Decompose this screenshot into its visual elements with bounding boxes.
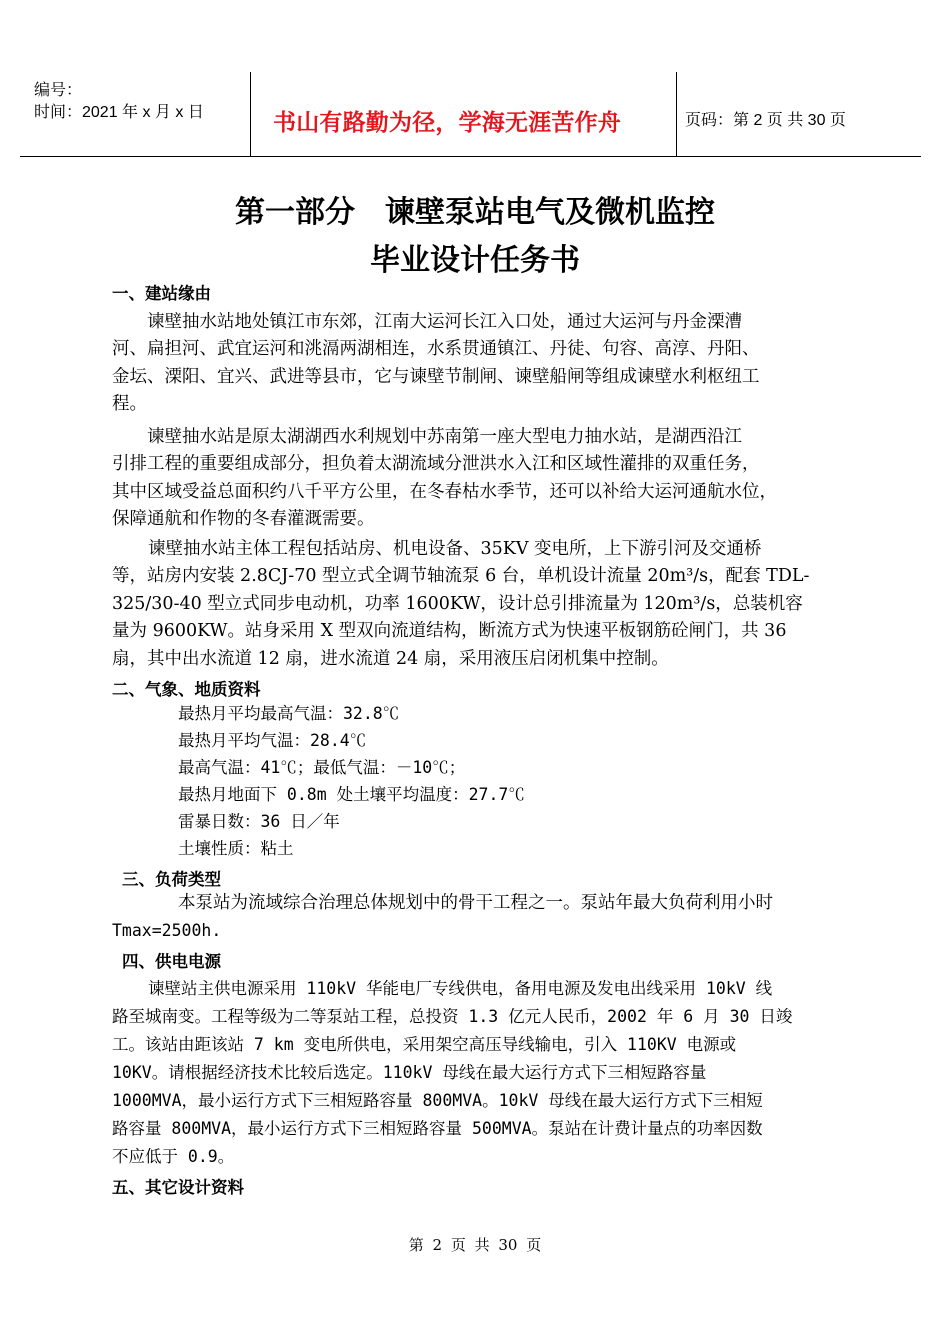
climate-item: 最热月地面下 0.8m 处土壤平均温度：27.7℃: [178, 785, 525, 804]
climate-item: 最高气温：41℃；最低气温：－10℃；: [178, 758, 466, 777]
paragraph-line: 量为 9600KW。站身采用 X 型双向流道结构，断流方式为快速平板钢筋砼闸门，共 36: [112, 621, 787, 641]
paragraph-line: 10KV。请根据经济技术比较后选定。110kV 母线在最大运行方式下三相短路容量: [112, 1063, 707, 1082]
section-heading: 五、其它设计资料: [112, 1178, 244, 1197]
time-label: 时间：2021 年 x 月 x 日: [34, 104, 204, 121]
header-page-cell: [677, 72, 921, 156]
section-heading: 一、建站缘由: [112, 284, 211, 303]
paragraph-line: 河、扁担河、武宜运河和洮滆两湖相连，水系贯通镇江、丹徒、句容、高淳、丹阳、: [112, 339, 760, 359]
paragraph-line: 其中区域受益总面积约八千平方公里，在冬春枯水季节，还可以补给大运河通航水位，: [112, 482, 777, 502]
paragraph-line: 1000MVA，最小运行方式下三相短路容量 800MVA。10kV 母线在最大运行方式下三相短: [112, 1091, 763, 1110]
section-heading: 二、气象、地质资料: [112, 680, 261, 699]
paragraph-line: 不应低于 0.9。: [112, 1147, 235, 1166]
paragraph-line: 325/30-40 型立式同步电动机，功率 1600KW，设计总引排流量为 120m³/s，总装机容: [112, 594, 803, 614]
paragraph-line: 等，站房内安装 2.8CJ-70 型立式全调节轴流泵 6 台，单机设计流量 20m³/s，配套 TDL-: [112, 566, 810, 586]
paragraph-line: 谏壁抽水站主体工程包括站房、机电设备、35KV 变电所，上下游引河及交通桥: [148, 539, 762, 559]
paragraph-line: 金坛、溧阳、宜兴、武进等县市，它与谏壁节制闸、谏壁船闸等组成谏壁水利枢纽工: [112, 367, 760, 387]
document-title-line2: 毕业设计任务书: [370, 243, 580, 278]
paragraph-line: 谏壁抽水站是原太湖湖西水利规划中苏南第一座大型电力抽水站，是湖西沿江: [112, 427, 742, 447]
paragraph-line: 路容量 800MVA，最小运行方式下三相短路容量 500MVA。泵站在计费计量点的功率因数: [112, 1119, 763, 1138]
paragraph-line: 扇，其中出水流道 12 扇，进水流道 24 扇，采用液压启闭机集中控制。: [112, 649, 669, 669]
climate-item: 雷暴日数：36 日／年: [178, 812, 340, 831]
section-heading: 四、供电电源: [122, 952, 221, 971]
header-motto-cell: [251, 72, 676, 156]
number-label: 编号：: [34, 82, 83, 99]
paragraph-line: 谏壁站主供电源采用 110kV 华能电厂专线供电，备用电源及发电出线采用 10kV 线: [148, 979, 773, 998]
header-page-info: 页码：第 2 页 共 30 页: [685, 112, 846, 129]
climate-item: 最热月平均最高气温：32.8℃: [178, 704, 400, 723]
climate-item: 土壤性质：粘土: [178, 839, 294, 858]
paragraph-line: 程。: [112, 394, 147, 414]
page-footer: 第 2 页 共 30 页: [408, 1236, 542, 1254]
header-meta: [20, 72, 250, 156]
section-heading: 三、负荷类型: [122, 870, 221, 889]
paragraph-line: 路至城南变。工程等级为二等泵站工程，总投资 1.3 亿元人民币，2002 年 6 月 30 日竣: [112, 1007, 793, 1026]
paragraph-line: 工。该站由距该站 7 km 变电所供电，采用架空高压导线输电，引入 110KV 电源或: [112, 1035, 737, 1054]
climate-item: 最热月平均气温：28.4℃: [178, 731, 367, 750]
document-title-line1: 第一部分 谏壁泵站电气及微机监控: [235, 195, 715, 230]
paragraph-line: 保障通航和作物的冬春灌溉需要。: [112, 509, 375, 529]
paragraph-line: 谏壁抽水站地处镇江市东郊，江南大运河长江入口处，通过大运河与丹金溧漕: [112, 312, 742, 332]
paragraph-line: Tmax=2500h.: [112, 921, 222, 940]
paragraph-line: 本泵站为流域综合治理总体规划中的骨干工程之一。泵站年最大负荷利用小时: [178, 893, 773, 913]
paragraph-line: 引排工程的重要组成部分，担负着太湖流域分泄洪水入江和区域性灌排的双重任务，: [112, 454, 760, 474]
page-header: [20, 72, 921, 157]
header-motto: 书山有路勤为径，学海无涯苦作舟: [273, 110, 621, 136]
